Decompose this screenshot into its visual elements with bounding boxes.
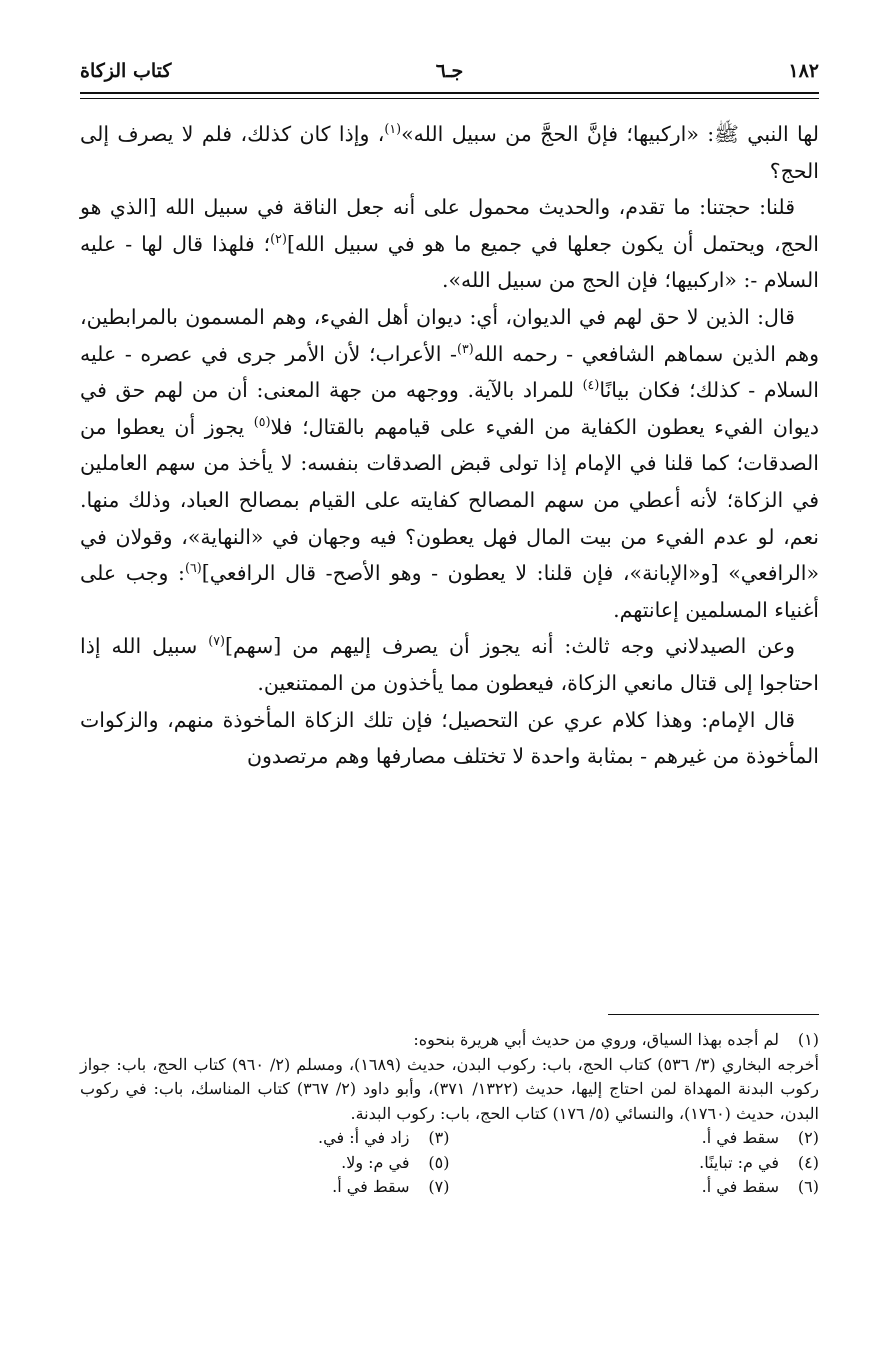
footnote-text: سقط في أ. bbox=[701, 1128, 779, 1147]
footnote-number: (٥) bbox=[428, 1152, 450, 1172]
page-number: ١٨٢ bbox=[788, 60, 819, 82]
footnote-5 bbox=[80, 1151, 450, 1176]
footnote-text: في م: تباينًا. bbox=[699, 1152, 779, 1172]
text-run: : وجب على أغنياء المسلمين إعانتهم. bbox=[80, 561, 819, 622]
footnote-number: (٧) bbox=[428, 1177, 450, 1196]
footnote-ref-2: (٢) bbox=[270, 230, 287, 246]
text-run: - الأعراب؛ لأن الأمر جرى في عصره - عليه السلام - كذلك؛ فكان بيانًا bbox=[80, 341, 820, 403]
paragraph-2 bbox=[80, 189, 819, 299]
footnote-6 bbox=[450, 1175, 820, 1200]
text-run: قلنا: حجتنا: ما تقدم، والحديث محمول على أنه جعل الناقة في سبيل الله [الذي هو الحج، ويحتمل أن يكون جعلها في جميع ما هو في سبيل الله] bbox=[80, 195, 819, 256]
text-run: وعن الصيدلاني وجه ثالث: أنه يجوز أن يصرف إليهم من [سهم] bbox=[224, 634, 795, 659]
footnote-ref-1: (١) bbox=[384, 121, 402, 137]
header-divider bbox=[80, 92, 819, 99]
footnote-text: في م: ولا. bbox=[341, 1152, 410, 1172]
footnote-text: زاد في أ: في. bbox=[318, 1128, 410, 1147]
paragraph-4 bbox=[80, 628, 819, 701]
text-run: ، وإذا كان كذلك، فلم لا يصرف إلى الحج؟ bbox=[80, 122, 819, 183]
footnote-1-continuation: أخرجه البخاري (٣/ ٥٣٦) كتاب الحج، باب: ركوب البدن، حديث (١٦٨٩)، ومسلم (٢/ ٩٦٠) كتاب الحج، باب: جواز ركوب البدنة المهداة لمن احتاج إليها، حديث (١٣٢٢/ ٣٧١)، وأبو داود (٢/ ٣٦٧) كتاب المناسك، باب: في ركوب البدن، حديث (١٧٦٠)، والنسائي (٥/ ١٧٦) كتاب الحج، باب: ركوب البدنة. bbox=[80, 1054, 820, 1123]
paragraph-1 bbox=[80, 116, 819, 189]
footnote-divider bbox=[608, 1014, 819, 1015]
paragraph-3 bbox=[80, 299, 819, 628]
text-run: سبيل الله إذا احتاجوا إلى قتال مانعي الزكاة، فيعطون مما يأخذون من الممتنعين. bbox=[80, 634, 819, 695]
footnote-number: (١) bbox=[797, 1030, 819, 1049]
text-run: يجوز أن يعطوا من الصدقات؛ كما قلنا في الإمام إذا تولى قبض الصدقات بنفسه: لا يأخذ من سهم العاملين في الزكاة؛ لأنه أعطي من سهم المصالح كفايته على القيام بمصالح العباد، وذلك منها. نعم، لو عدم الفيء من بيت المال فهل يعطون؟ فيه وجهان في «النهاية»، وقولان في «الرافعي» [و«الإبانة»، فإن قلنا: لا يعطون - وهو الأصح- قال الرافعي] bbox=[80, 414, 819, 586]
footnote-text: سقط في أ. bbox=[332, 1177, 410, 1196]
footnote-text: سقط في أ. bbox=[701, 1177, 779, 1196]
main-text bbox=[80, 116, 819, 775]
footnote-3 bbox=[80, 1126, 450, 1151]
footnote-number: (٤) bbox=[797, 1152, 819, 1172]
footnote-ref-3: (٣) bbox=[457, 340, 474, 356]
paragraph-5: قال الإمام: وهذا كلام عري عن التحصيل؛ فإن تلك الزكاة المأخوذة منهم، والزكوات المأخوذة من غيرهم - بمثابة واحدة لا تختلف مصارفها وهم مرتصدون bbox=[80, 707, 819, 769]
footnote-ref-6: (٦) bbox=[184, 560, 202, 576]
text-run: قال: الذين لا حق لهم في الديوان، أي: ديوان أهل الفيء، وهم المسمون بالمرابطين، وهم الذين سماهم الشافعي - رحمه الله bbox=[80, 304, 819, 366]
footnotes bbox=[80, 1028, 819, 1200]
page-header bbox=[80, 56, 819, 90]
footnote-4 bbox=[450, 1151, 820, 1176]
footnote-ref-7: (٧) bbox=[208, 633, 225, 649]
book-title: كتاب الزكاة bbox=[80, 60, 172, 82]
footnote-ref-4: (٤) bbox=[582, 377, 600, 393]
footnote-7 bbox=[80, 1175, 450, 1200]
footnote-2 bbox=[450, 1126, 820, 1151]
footnote-1 bbox=[80, 1028, 819, 1053]
text-run: لها النبي ﷺ: «اركبيها؛ فإنَّ الحجَّ من سبيل الله» bbox=[401, 122, 819, 146]
footnote-number: (٦) bbox=[797, 1177, 819, 1196]
footnote-number: (٢) bbox=[797, 1128, 819, 1147]
text-run: للمراد بالآية. ووجهه من جهة المعنى: أن من لهم حق في ديوان الفيء يعطون الكفاية من الفيء على قيامهم بالقتال؛ فلا bbox=[80, 378, 820, 439]
footnote-grid bbox=[80, 1126, 819, 1200]
volume-label: جـ٦ bbox=[435, 60, 464, 82]
footnote-text: لم أجده بهذا السياق، وروي من حديث أبي هريرة بنحوه: bbox=[413, 1030, 779, 1049]
footnote-number: (٣) bbox=[428, 1128, 450, 1147]
text-run: ؛ فلهذا قال لها - عليه السلام -: «اركبيها؛ فإن الحج من سبيل الله». bbox=[80, 231, 819, 293]
footnote-ref-5: (٥) bbox=[253, 413, 271, 429]
